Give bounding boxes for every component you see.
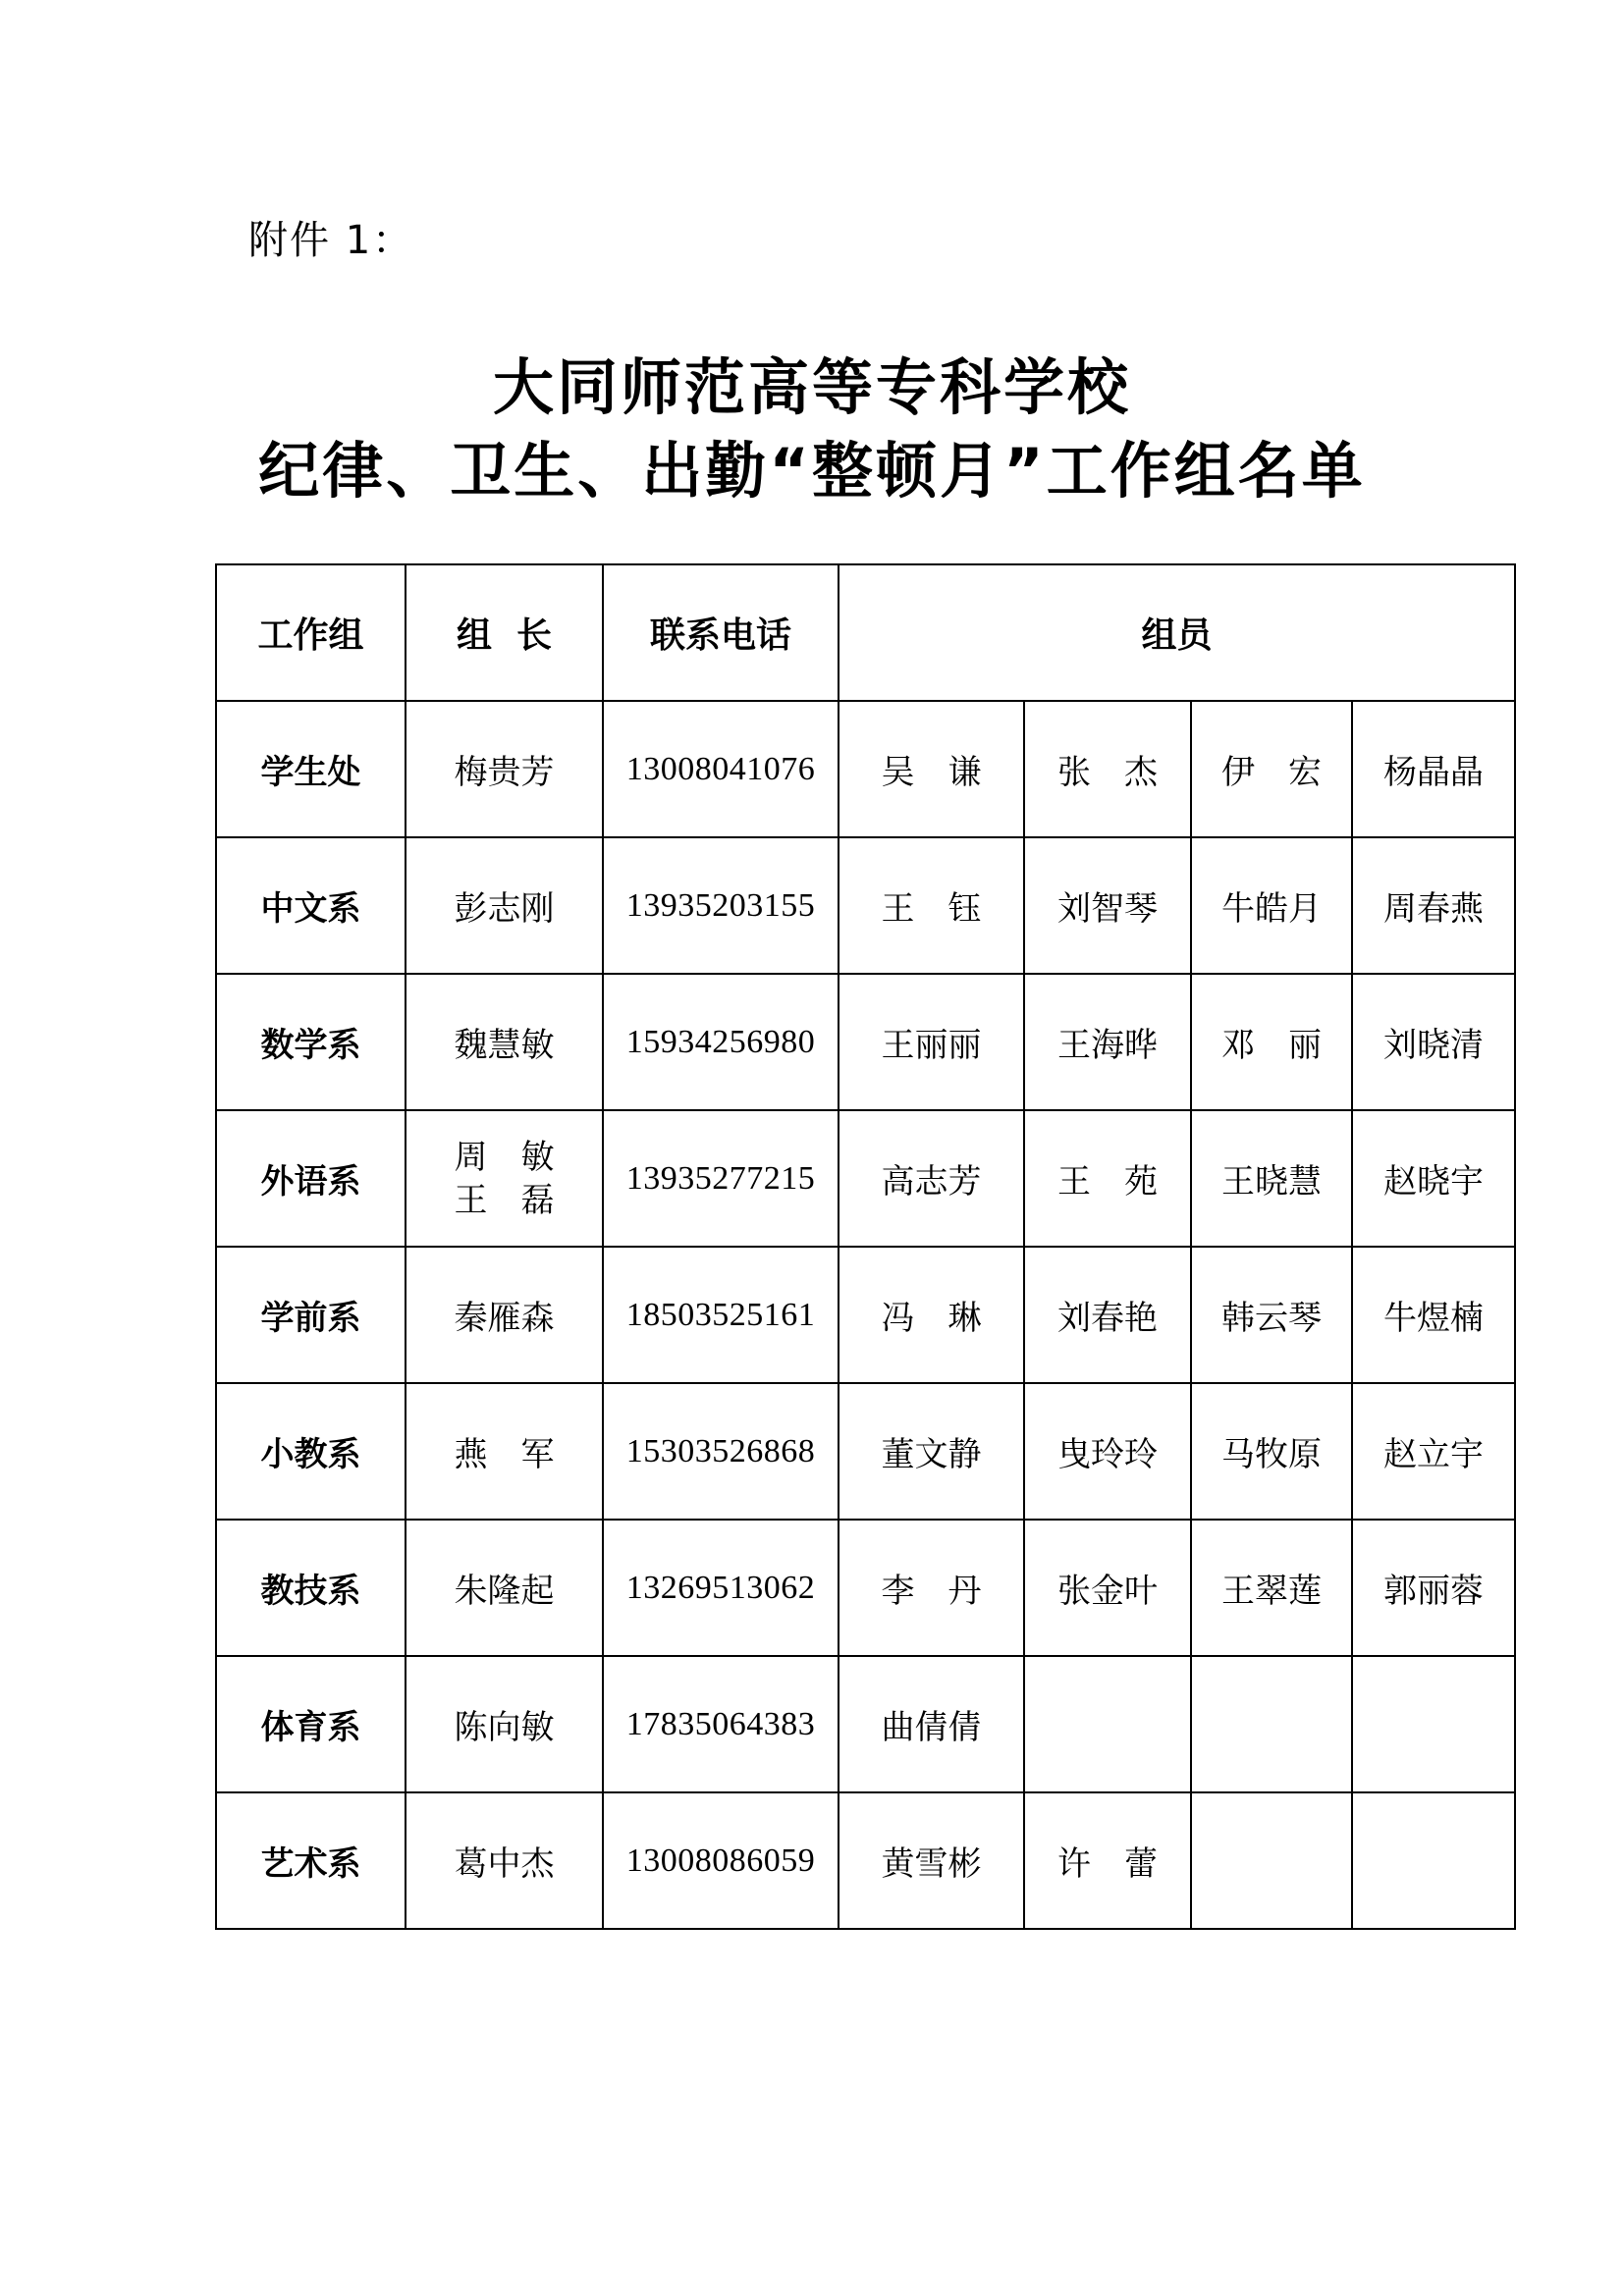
group-cell: 教技系 bbox=[216, 1520, 406, 1656]
group-cell: 数学系 bbox=[216, 974, 406, 1110]
table-row bbox=[216, 1383, 1515, 1520]
table-row bbox=[216, 1656, 1515, 1792]
member-cell-2: 曳玲玲 bbox=[1024, 1383, 1191, 1520]
header-leader: 组 长 bbox=[406, 564, 603, 701]
document-title: 大同师范高等专科学校 bbox=[492, 351, 1131, 423]
group-cell: 学生处 bbox=[216, 701, 406, 837]
member-cell-2 bbox=[1024, 1656, 1191, 1792]
member-cell-4: 周春燕 bbox=[1352, 837, 1515, 974]
phone-cell: 15934256980 bbox=[603, 974, 839, 1110]
table-row bbox=[216, 1247, 1515, 1383]
member-cell-2: 王海晔 bbox=[1024, 974, 1191, 1110]
group-cell: 学前系 bbox=[216, 1247, 406, 1383]
group-cell: 艺术系 bbox=[216, 1792, 406, 1929]
member-cell-4: 赵立宇 bbox=[1352, 1383, 1515, 1520]
phone-cell: 17835064383 bbox=[603, 1656, 839, 1792]
group-cell: 中文系 bbox=[216, 837, 406, 974]
table-row bbox=[216, 1792, 1515, 1929]
document-subtitle: 纪律、卫生、出勤“整顿月”工作组名单 bbox=[258, 435, 1366, 507]
member-cell-3: 邓 丽 bbox=[1191, 974, 1352, 1110]
member-cell-1: 王丽丽 bbox=[839, 974, 1024, 1110]
member-cell-2: 许 蕾 bbox=[1024, 1792, 1191, 1929]
member-cell-1: 吴 谦 bbox=[839, 701, 1024, 837]
member-cell-2: 张金叶 bbox=[1024, 1520, 1191, 1656]
member-cell-3 bbox=[1191, 1792, 1352, 1929]
member-cell-1: 黄雪彬 bbox=[839, 1792, 1024, 1929]
member-cell-3: 王翠莲 bbox=[1191, 1520, 1352, 1656]
leader-cell: 葛中杰 bbox=[406, 1792, 603, 1929]
table-row bbox=[216, 1110, 1515, 1247]
phone-cell: 18503525161 bbox=[603, 1247, 839, 1383]
leader-cell bbox=[406, 1110, 603, 1247]
table-row bbox=[216, 1520, 1515, 1656]
leader-cell: 秦雁森 bbox=[406, 1247, 603, 1383]
table-row bbox=[216, 837, 1515, 974]
header-members: 组员 bbox=[839, 564, 1515, 701]
member-cell-1: 董文静 bbox=[839, 1383, 1024, 1520]
member-cell-4 bbox=[1352, 1792, 1515, 1929]
leader-cell: 朱隆起 bbox=[406, 1520, 603, 1656]
work-group-table bbox=[215, 563, 1516, 1930]
table-row bbox=[216, 701, 1515, 837]
member-cell-3: 马牧原 bbox=[1191, 1383, 1352, 1520]
member-cell-2: 刘春艳 bbox=[1024, 1247, 1191, 1383]
member-cell-4: 杨晶晶 bbox=[1352, 701, 1515, 837]
header-group: 工作组 bbox=[216, 564, 406, 701]
leader-cell: 魏慧敏 bbox=[406, 974, 603, 1110]
member-cell-3 bbox=[1191, 1656, 1352, 1792]
group-cell: 体育系 bbox=[216, 1656, 406, 1792]
member-cell-3: 牛皓月 bbox=[1191, 837, 1352, 974]
member-cell-1: 王 钰 bbox=[839, 837, 1024, 974]
member-cell-2: 刘智琴 bbox=[1024, 837, 1191, 974]
leader-cell: 彭志刚 bbox=[406, 837, 603, 974]
phone-cell: 13935277215 bbox=[603, 1110, 839, 1247]
member-cell-1: 曲倩倩 bbox=[839, 1656, 1024, 1792]
group-cell: 小教系 bbox=[216, 1383, 406, 1520]
leader-cell: 陈向敏 bbox=[406, 1656, 603, 1792]
member-cell-3: 伊 宏 bbox=[1191, 701, 1352, 837]
leader-cell: 燕 军 bbox=[406, 1383, 603, 1520]
member-cell-4: 牛煜楠 bbox=[1352, 1247, 1515, 1383]
leader-cell: 梅贵芳 bbox=[406, 701, 603, 837]
phone-cell: 13008086059 bbox=[603, 1792, 839, 1929]
phone-cell: 15303526868 bbox=[603, 1383, 839, 1520]
member-cell-4: 郭丽蓉 bbox=[1352, 1520, 1515, 1656]
member-cell-4: 赵晓宇 bbox=[1352, 1110, 1515, 1247]
phone-cell: 13008041076 bbox=[603, 701, 839, 837]
member-cell-3: 韩云琴 bbox=[1191, 1247, 1352, 1383]
table-row bbox=[216, 974, 1515, 1110]
member-cell-2: 王 苑 bbox=[1024, 1110, 1191, 1247]
member-cell-1: 冯 琳 bbox=[839, 1247, 1024, 1383]
phone-cell: 13935203155 bbox=[603, 837, 839, 974]
member-cell-1: 高志芳 bbox=[839, 1110, 1024, 1247]
group-cell: 外语系 bbox=[216, 1110, 406, 1247]
header-phone: 联系电话 bbox=[603, 564, 839, 701]
phone-cell: 13269513062 bbox=[603, 1520, 839, 1656]
table-header-row bbox=[216, 564, 1515, 701]
member-cell-3: 王晓慧 bbox=[1191, 1110, 1352, 1247]
member-cell-1: 李 丹 bbox=[839, 1520, 1024, 1656]
leader-name: 周 敏 bbox=[454, 1137, 555, 1177]
attachment-label: 附件 1： bbox=[248, 218, 414, 263]
leader-name-2: 王 磊 bbox=[454, 1180, 555, 1220]
member-cell-4: 刘晓清 bbox=[1352, 974, 1515, 1110]
member-cell-4 bbox=[1352, 1656, 1515, 1792]
member-cell-2: 张 杰 bbox=[1024, 701, 1191, 837]
